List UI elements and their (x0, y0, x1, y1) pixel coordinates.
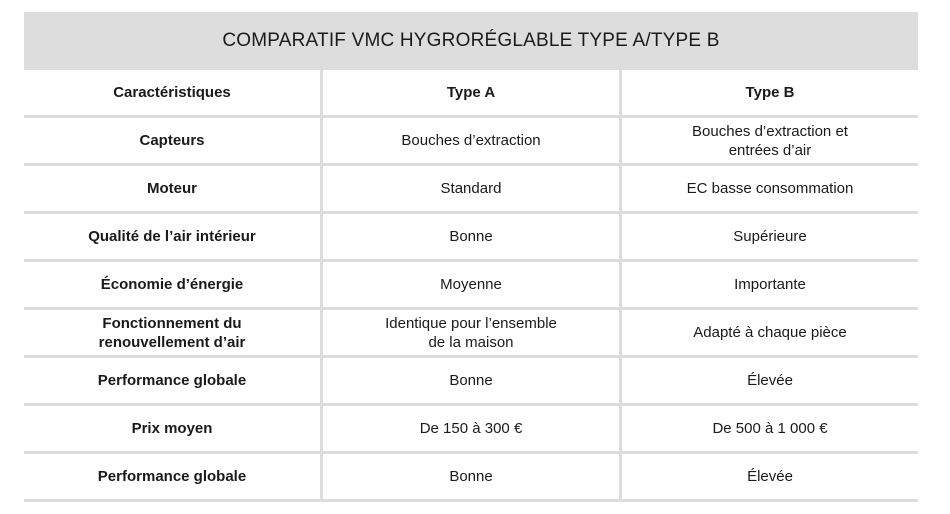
cell-type-a: Bouches d’extraction (323, 118, 619, 163)
row-label: Fonctionnement du renouvellement d’air (24, 310, 320, 355)
cell-type-b: Élevée (622, 358, 918, 403)
row-label: Prix moyen (24, 406, 320, 451)
table-title: COMPARATIF VMC HYGRORÉGLABLE TYPE A/TYPE B (222, 30, 720, 51)
row-label: Performance globale (24, 454, 320, 499)
header-type-b: Type B (622, 70, 918, 115)
row-label: Performance globale (24, 358, 320, 403)
header-type-a: Type A (323, 70, 619, 115)
cell-type-b: Importante (622, 262, 918, 307)
cell-type-b: Supérieure (622, 214, 918, 259)
cell-type-a: Bonne (323, 454, 619, 499)
cell-type-b: Élevée (622, 454, 918, 499)
cell-type-b: EC basse consommation (622, 166, 918, 211)
comparison-table (24, 12, 918, 502)
row-label: Moteur (24, 166, 320, 211)
cell-type-a: Bonne (323, 214, 619, 259)
cell-type-b: De 500 à 1 000 € (622, 406, 918, 451)
cell-type-a: Standard (323, 166, 619, 211)
cell-type-a: Bonne (323, 358, 619, 403)
header-characteristics: Caractéristiques (24, 70, 320, 115)
cell-type-a: De 150 à 300 € (323, 406, 619, 451)
cell-type-b: Adapté à chaque pièce (622, 310, 918, 355)
cell-type-a: Moyenne (323, 262, 619, 307)
row-label: Économie d’énergie (24, 262, 320, 307)
row-label: Qualité de l’air intérieur (24, 214, 320, 259)
row-label: Capteurs (24, 118, 320, 163)
cell-type-a: Identique pour l’ensemble de la maison (323, 310, 619, 355)
cell-type-b: Bouches d’extraction et entrées d’air (622, 118, 918, 163)
table-grid (24, 70, 918, 499)
